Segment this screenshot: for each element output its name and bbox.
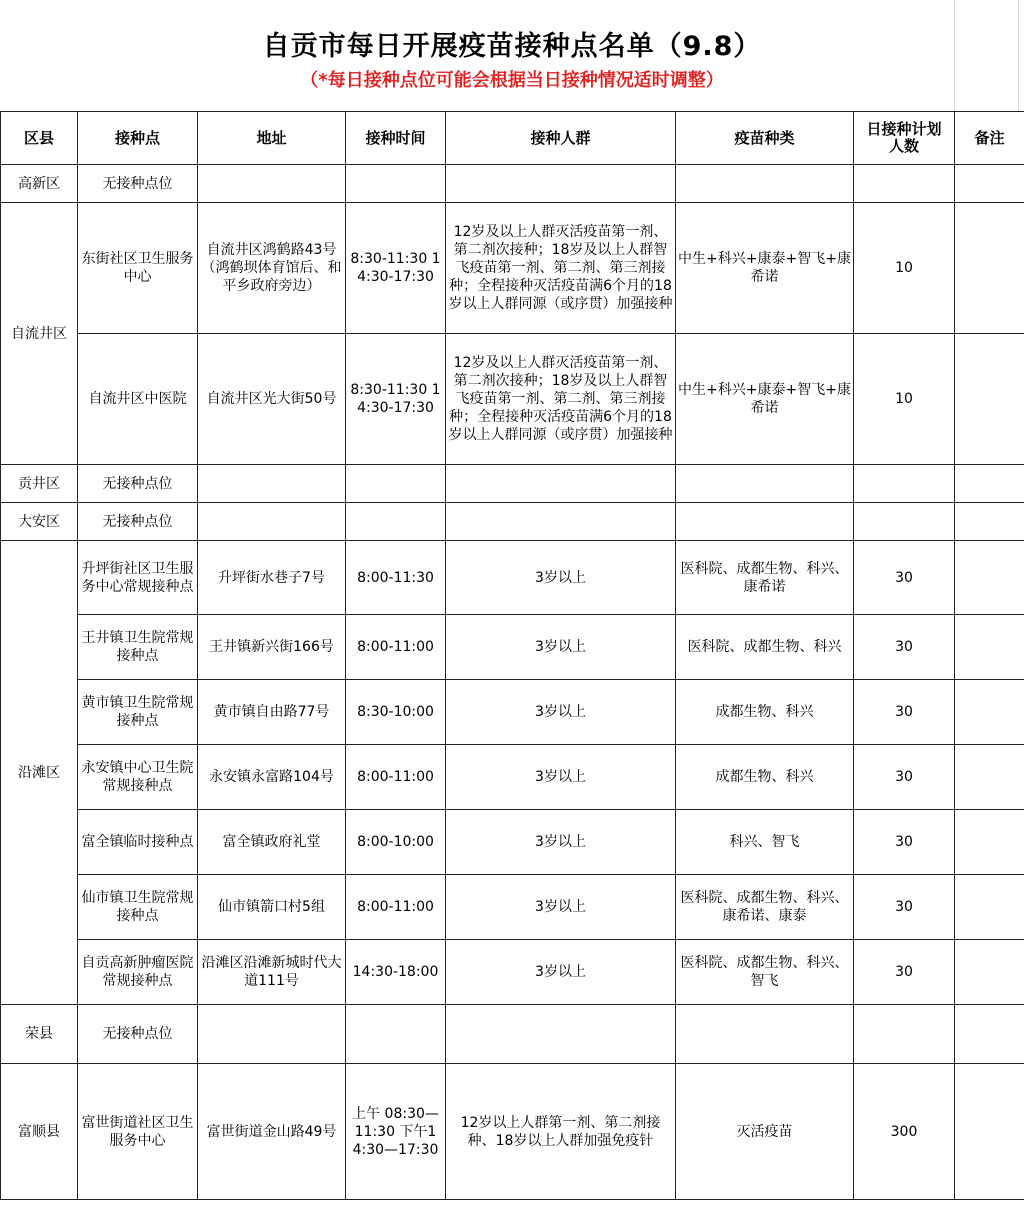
time-cell: 8:00-10:00 bbox=[346, 810, 446, 875]
plan-cell: 30 bbox=[854, 541, 955, 615]
table-row bbox=[1, 503, 1024, 541]
title-banner bbox=[0, 0, 1024, 112]
header-plan: 日接种计划人数 bbox=[854, 112, 955, 165]
header-vaccine: 疫苗种类 bbox=[676, 112, 854, 165]
site-cell: 无接种点位 bbox=[78, 165, 198, 203]
empty-cell bbox=[446, 1005, 676, 1064]
empty-cell bbox=[676, 1005, 854, 1064]
empty-cell bbox=[198, 465, 346, 503]
site-cell: 永安镇中心卫生院常规接种点 bbox=[78, 745, 198, 810]
table-row bbox=[1, 541, 1024, 615]
empty-cell bbox=[955, 1005, 1024, 1064]
population-cell: 3岁以上 bbox=[446, 680, 676, 745]
population-cell: 12岁及以上人群灭活疫苗第一剂、第二剂次接种；18岁及以上人群智飞疫苗第一剂、第二剂、第三剂接种；全程接种灭活疫苗满6个月的18岁以上人群同源（或序贯）加强接种 bbox=[446, 203, 676, 334]
district-cell: 沿滩区 bbox=[1, 541, 78, 1005]
header-address: 地址 bbox=[198, 112, 346, 165]
remark-cell bbox=[955, 615, 1024, 680]
plan-cell: 10 bbox=[854, 203, 955, 334]
vaccine-cell: 科兴、智飞 bbox=[676, 810, 854, 875]
table-row bbox=[1, 1005, 1024, 1064]
population-cell: 3岁以上 bbox=[446, 745, 676, 810]
population-cell: 12岁以上人群第一剂、第二剂接种、18岁以上人群加强免疫针 bbox=[446, 1064, 676, 1200]
vaccine-cell: 成都生物、科兴 bbox=[676, 680, 854, 745]
empty-cell bbox=[854, 1005, 955, 1064]
empty-cell bbox=[854, 465, 955, 503]
empty-cell bbox=[446, 165, 676, 203]
vaccine-cell: 医科院、成都生物、科兴 bbox=[676, 615, 854, 680]
population-cell: 3岁以上 bbox=[446, 940, 676, 1005]
address-cell: 仙市镇箭口村5组 bbox=[198, 875, 346, 940]
site-cell: 王井镇卫生院常规接种点 bbox=[78, 615, 198, 680]
site-cell: 自贡高新肿瘤医院常规接种点 bbox=[78, 940, 198, 1005]
header-time: 接种时间 bbox=[346, 112, 446, 165]
address-cell: 王井镇新兴街166号 bbox=[198, 615, 346, 680]
address-cell: 永安镇永富路104号 bbox=[198, 745, 346, 810]
plan-cell: 30 bbox=[854, 745, 955, 810]
empty-cell bbox=[198, 503, 346, 541]
site-cell: 黄市镇卫生院常规接种点 bbox=[78, 680, 198, 745]
table-row bbox=[1, 875, 1024, 940]
district-cell: 大安区 bbox=[1, 503, 78, 541]
empty-cell bbox=[346, 503, 446, 541]
empty-cell bbox=[346, 1005, 446, 1064]
population-cell: 3岁以上 bbox=[446, 541, 676, 615]
site-cell: 自流井区中医院 bbox=[78, 334, 198, 465]
remark-cell bbox=[955, 541, 1024, 615]
vaccine-cell: 医科院、成都生物、科兴、康希诺 bbox=[676, 541, 854, 615]
population-cell: 3岁以上 bbox=[446, 810, 676, 875]
table-row bbox=[1, 745, 1024, 810]
vaccination-sites-table bbox=[0, 111, 1024, 1200]
plan-cell: 30 bbox=[854, 680, 955, 745]
remark-cell bbox=[955, 810, 1024, 875]
address-cell: 富全镇政府礼堂 bbox=[198, 810, 346, 875]
address-cell: 沿滩区沿滩新城时代大道111号 bbox=[198, 940, 346, 1005]
remark-cell bbox=[955, 334, 1024, 465]
empty-cell bbox=[676, 503, 854, 541]
table-row bbox=[1, 203, 1024, 334]
time-cell: 8:00-11:00 bbox=[346, 615, 446, 680]
table-row bbox=[1, 680, 1024, 745]
time-cell: 8:00-11:30 bbox=[346, 541, 446, 615]
vaccine-cell: 中生+科兴+康泰+智飞+康希诺 bbox=[676, 203, 854, 334]
site-cell: 仙市镇卫生院常规接种点 bbox=[78, 875, 198, 940]
site-cell: 升坪街社区卫生服务中心常规接种点 bbox=[78, 541, 198, 615]
site-cell: 无接种点位 bbox=[78, 465, 198, 503]
empty-cell bbox=[446, 465, 676, 503]
site-cell: 富全镇临时接种点 bbox=[78, 810, 198, 875]
table-row bbox=[1, 1064, 1024, 1200]
address-cell: 自流井区光大街50号 bbox=[198, 334, 346, 465]
remark-cell bbox=[955, 875, 1024, 940]
empty-cell bbox=[198, 1005, 346, 1064]
address-cell: 升坪街水巷子7号 bbox=[198, 541, 346, 615]
vaccine-cell: 中生+科兴+康泰+智飞+康希诺 bbox=[676, 334, 854, 465]
empty-cell bbox=[446, 503, 676, 541]
site-cell: 无接种点位 bbox=[78, 1005, 198, 1064]
vaccine-cell: 医科院、成都生物、科兴、康希诺、康泰 bbox=[676, 875, 854, 940]
plan-cell: 30 bbox=[854, 615, 955, 680]
population-cell: 3岁以上 bbox=[446, 615, 676, 680]
page-subtitle: （*每日接种点位可能会根据当日接种情况适时调整） bbox=[300, 70, 724, 91]
remark-cell bbox=[955, 745, 1024, 810]
remark-cell bbox=[955, 203, 1024, 334]
time-cell: 上午 08:30—11:30 下午14:30—17:30 bbox=[346, 1064, 446, 1200]
address-cell: 富世街道金山路49号 bbox=[198, 1064, 346, 1200]
time-cell: 14:30-18:00 bbox=[346, 940, 446, 1005]
table-row bbox=[1, 465, 1024, 503]
empty-cell bbox=[676, 165, 854, 203]
empty-cell bbox=[854, 165, 955, 203]
header-remark: 备注 bbox=[955, 112, 1024, 165]
empty-cell bbox=[198, 165, 346, 203]
district-cell: 高新区 bbox=[1, 165, 78, 203]
time-cell: 8:30-11:30 14:30-17:30 bbox=[346, 203, 446, 334]
empty-cell bbox=[676, 465, 854, 503]
district-cell: 富顺县 bbox=[1, 1064, 78, 1200]
empty-cell bbox=[346, 165, 446, 203]
plan-cell: 300 bbox=[854, 1064, 955, 1200]
plan-cell: 10 bbox=[854, 334, 955, 465]
remark-cell bbox=[955, 1064, 1024, 1200]
header-site: 接种点 bbox=[78, 112, 198, 165]
plan-cell: 30 bbox=[854, 875, 955, 940]
table-row bbox=[1, 165, 1024, 203]
time-cell: 8:30-11:30 14:30-17:30 bbox=[346, 334, 446, 465]
table-row bbox=[1, 810, 1024, 875]
vaccine-cell: 医科院、成都生物、科兴、智飞 bbox=[676, 940, 854, 1005]
table-header-row bbox=[1, 112, 1024, 165]
remark-cell bbox=[955, 680, 1024, 745]
address-cell: 自流井区鸿鹤路43号（鸿鹤坝体育馆后、和平乡政府旁边） bbox=[198, 203, 346, 334]
empty-cell bbox=[854, 503, 955, 541]
empty-cell bbox=[955, 503, 1024, 541]
population-cell: 3岁以上 bbox=[446, 875, 676, 940]
time-cell: 8:30-10:00 bbox=[346, 680, 446, 745]
district-cell: 自流井区 bbox=[1, 203, 78, 465]
table-row bbox=[1, 615, 1024, 680]
time-cell: 8:00-11:00 bbox=[346, 745, 446, 810]
table-row bbox=[1, 940, 1024, 1005]
population-cell: 12岁及以上人群灭活疫苗第一剂、第二剂次接种；18岁及以上人群智飞疫苗第一剂、第二剂、第三剂接种；全程接种灭活疫苗满6个月的18岁以上人群同源（或序贯）加强接种 bbox=[446, 334, 676, 465]
vaccine-cell: 成都生物、科兴 bbox=[676, 745, 854, 810]
time-cell: 8:00-11:00 bbox=[346, 875, 446, 940]
district-cell: 荣县 bbox=[1, 1005, 78, 1064]
page-title: 自贡市每日开展疫苗接种点名单（9.8） bbox=[262, 31, 762, 62]
remark-cell bbox=[955, 940, 1024, 1005]
site-cell: 无接种点位 bbox=[78, 503, 198, 541]
table-row bbox=[1, 334, 1024, 465]
plan-cell: 30 bbox=[854, 810, 955, 875]
site-cell: 东街社区卫生服务中心 bbox=[78, 203, 198, 334]
empty-cell bbox=[346, 465, 446, 503]
plan-cell: 30 bbox=[854, 940, 955, 1005]
empty-cell bbox=[955, 165, 1024, 203]
empty-cell bbox=[955, 465, 1024, 503]
site-cell: 富世街道社区卫生服务中心 bbox=[78, 1064, 198, 1200]
vaccine-cell: 灭活疫苗 bbox=[676, 1064, 854, 1200]
address-cell: 黄市镇自由路77号 bbox=[198, 680, 346, 745]
header-district: 区县 bbox=[1, 112, 78, 165]
header-population: 接种人群 bbox=[446, 112, 676, 165]
district-cell: 贡井区 bbox=[1, 465, 78, 503]
